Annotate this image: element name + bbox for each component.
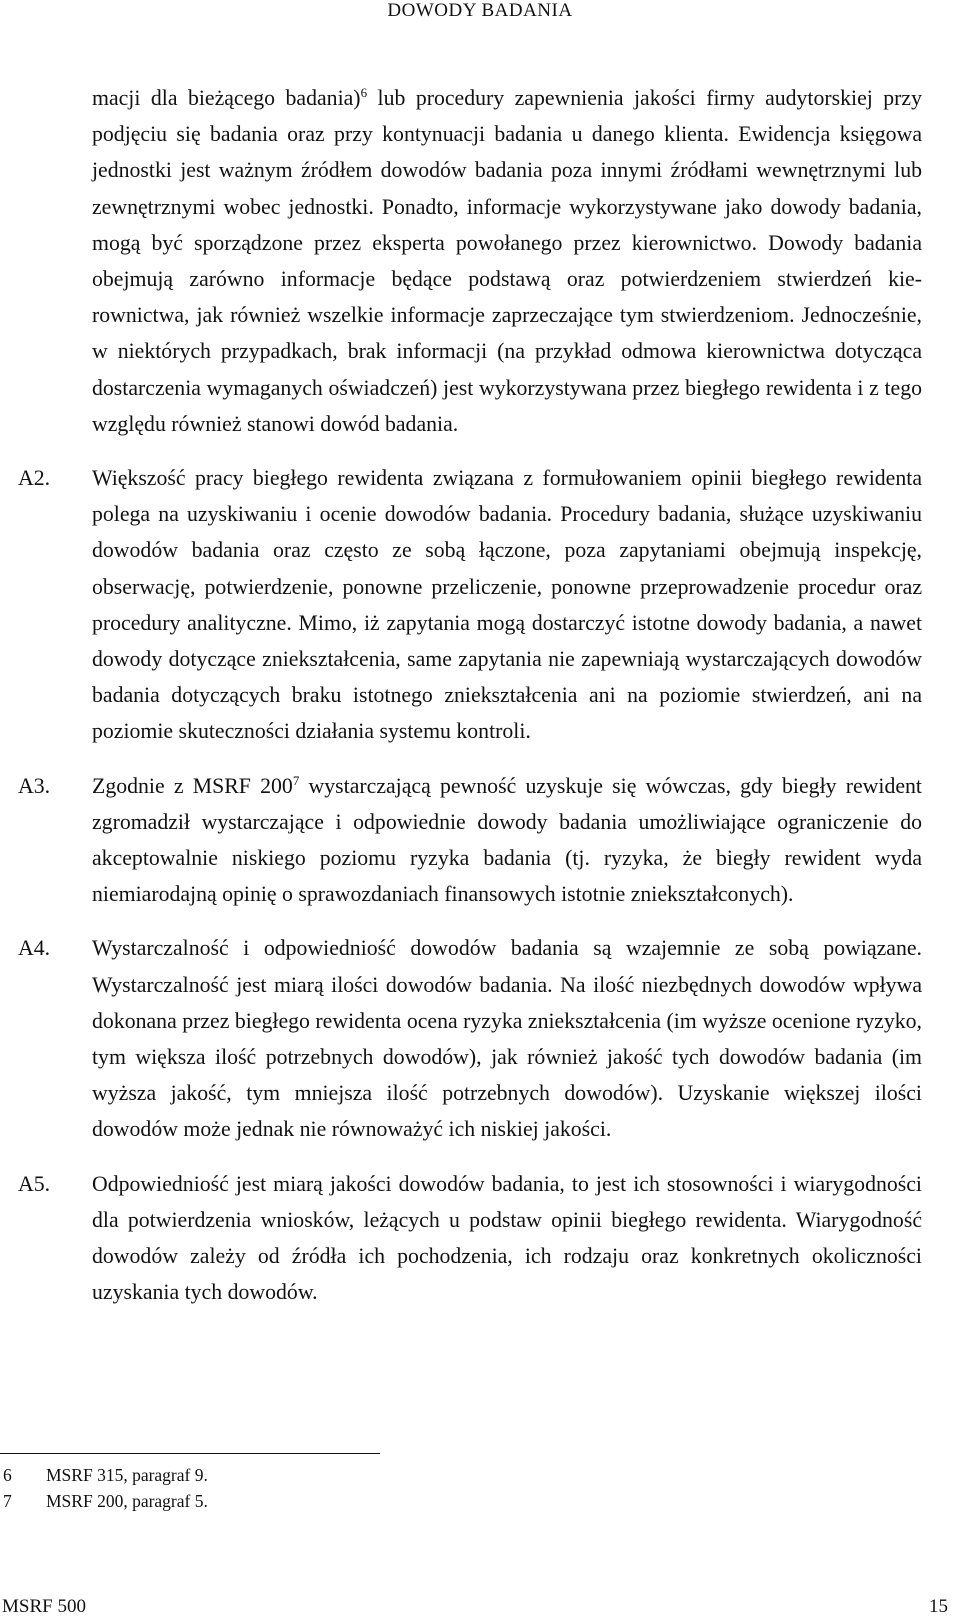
paragraph-a2 [18,460,922,750]
footnotes [0,1462,600,1514]
paragraph-text: wystarczającą pewność uzyskuje się wówczas, gdy biegły rewident zgromadził wystarczające i odpowiednie dowody badania umożliwiające ograniczenie do akceptowalnie niskiego poziomu ryzyka badania (tj. ryzyka, że biegły rewident wyda niemiarodajną opinię o sprawozdaniach finansowych istotnie zniekształconych). [92,773,922,907]
footnote-text: MSRF 315, paragraf 9. [46,1465,208,1485]
paragraph-a5 [18,1166,922,1311]
paragraph-text: Wystarczalność i odpowiedniość dowodów badania są wzajemnie ze sobą powiązane. Wystarczalność jest miarą ilości dowodów badania. Na ilość niezbędnych dowodów wpływa dokonana przez biegłego rewidenta ocena ryzyka zniekształcenia (im wyższe ocenione ryzyko, tym większa ilość potrzebnych dowodów), jak również jakość tych dowodów badania (im wyższa jakość, tym mniejsza ilość potrzebnych dowodów). Uzyskanie większej ilości dowodów może jednak nie równoważyć ich niskiej jakości. [92,936,922,1142]
paragraph-text: Zgodnie z MSRF 200 [92,773,293,798]
footnote-ref-7[interactable]: 7 [292,772,300,788]
paragraph-number: A5. [18,1171,51,1196]
footnote-number: 6 [3,1465,12,1485]
footnote-number: 7 [3,1491,12,1511]
footnote-ref-6[interactable]: 6 [360,85,368,100]
paragraph-text: Większość pracy biegłego rewidenta związana z formułowaniem opinii biegłego rewidenta polega na uzyskiwaniu i ocenie dowodów badania. Procedury badania, służące uzyskiwaniu dowodów badania oraz często ze sobą łączone, poza zapytaniami obejmują inspekcję, obserwację, potwierdzenie, ponowne przeliczenie, ponowne przeprowadzenie procedur oraz procedury analityczne. Mimo, iż zapytania mogą dostarczyć istotne dowody badania, a nawet dowody dotyczące zniekształcenia, same zapytania nie zapewniają wystarczających dowodów badania dotyczących braku istotnego zniekształcenia ani na poziomie stwierdzeń, ani na poziomie skuteczności działania systemu kontroli. [92,466,922,744]
document-body [0,80,960,1311]
footnote-6 [0,1462,600,1488]
paragraph-text: Odpowiedniość jest miarą jakości dowodów badania, to jest ich stosowności i wiarygodności dla potwierdzenia wniosków, leżących u podstaw opinii biegłego rewidenta. Wiarygodność dowodów zależy od źródła ich pochodzenia, ich rodzaju oraz konkretnych okoliczności uzyskania tych dowodów. [92,1171,922,1305]
footnote-7 [0,1488,600,1514]
paragraph-text: lub procedury zapewnienia jakości firmy audytorskiej przy podjęciu się badania oraz przy kontynuacji badania u danego klienta. Ewidencja księgowa jednostki jest ważnym źródłem dowodów badania poza innymi źródłami wewnętrznymi lub zewnętrznymi wobec jednostki. Ponadto, informacje wykorzystywane jako dowody badania, mogą być sporządzone przez eksperta powołanego przez kierownictwo. Dowody badania obejmują zarówno informacje będące podstawą oraz potwierdzeniem stwierdzeń kierownictwa, jak również wszelkie informacje zaprzeczające tym stwierdzeniom. Jednocześnie, w niektórych przypadkach, brak informacji (na przykład odmowa kierownictwa dotycząca dostarczenia wymaganych oświadczeń) jest wykorzystywana przez biegłego rewidenta i z tego względu również stanowi dowód badania. [92,86,922,436]
paragraph-a3 [18,768,922,913]
paragraph-number: A2. [18,466,51,491]
paragraph-continued [92,80,922,442]
running-header: DOWODY BADANIA [387,0,573,21]
paragraph-a4 [18,930,922,1147]
footnote-divider [0,1453,380,1454]
footer-document-title: MSRF 500 [2,1596,86,1617]
footnote-text: MSRF 200, paragraf 5. [46,1491,208,1511]
paragraph-number: A3. [18,773,51,798]
paragraph-text: macji dla bieżącego badania) [92,86,361,110]
page-number: 15 [929,1596,948,1617]
paragraph-number: A4. [18,936,51,961]
